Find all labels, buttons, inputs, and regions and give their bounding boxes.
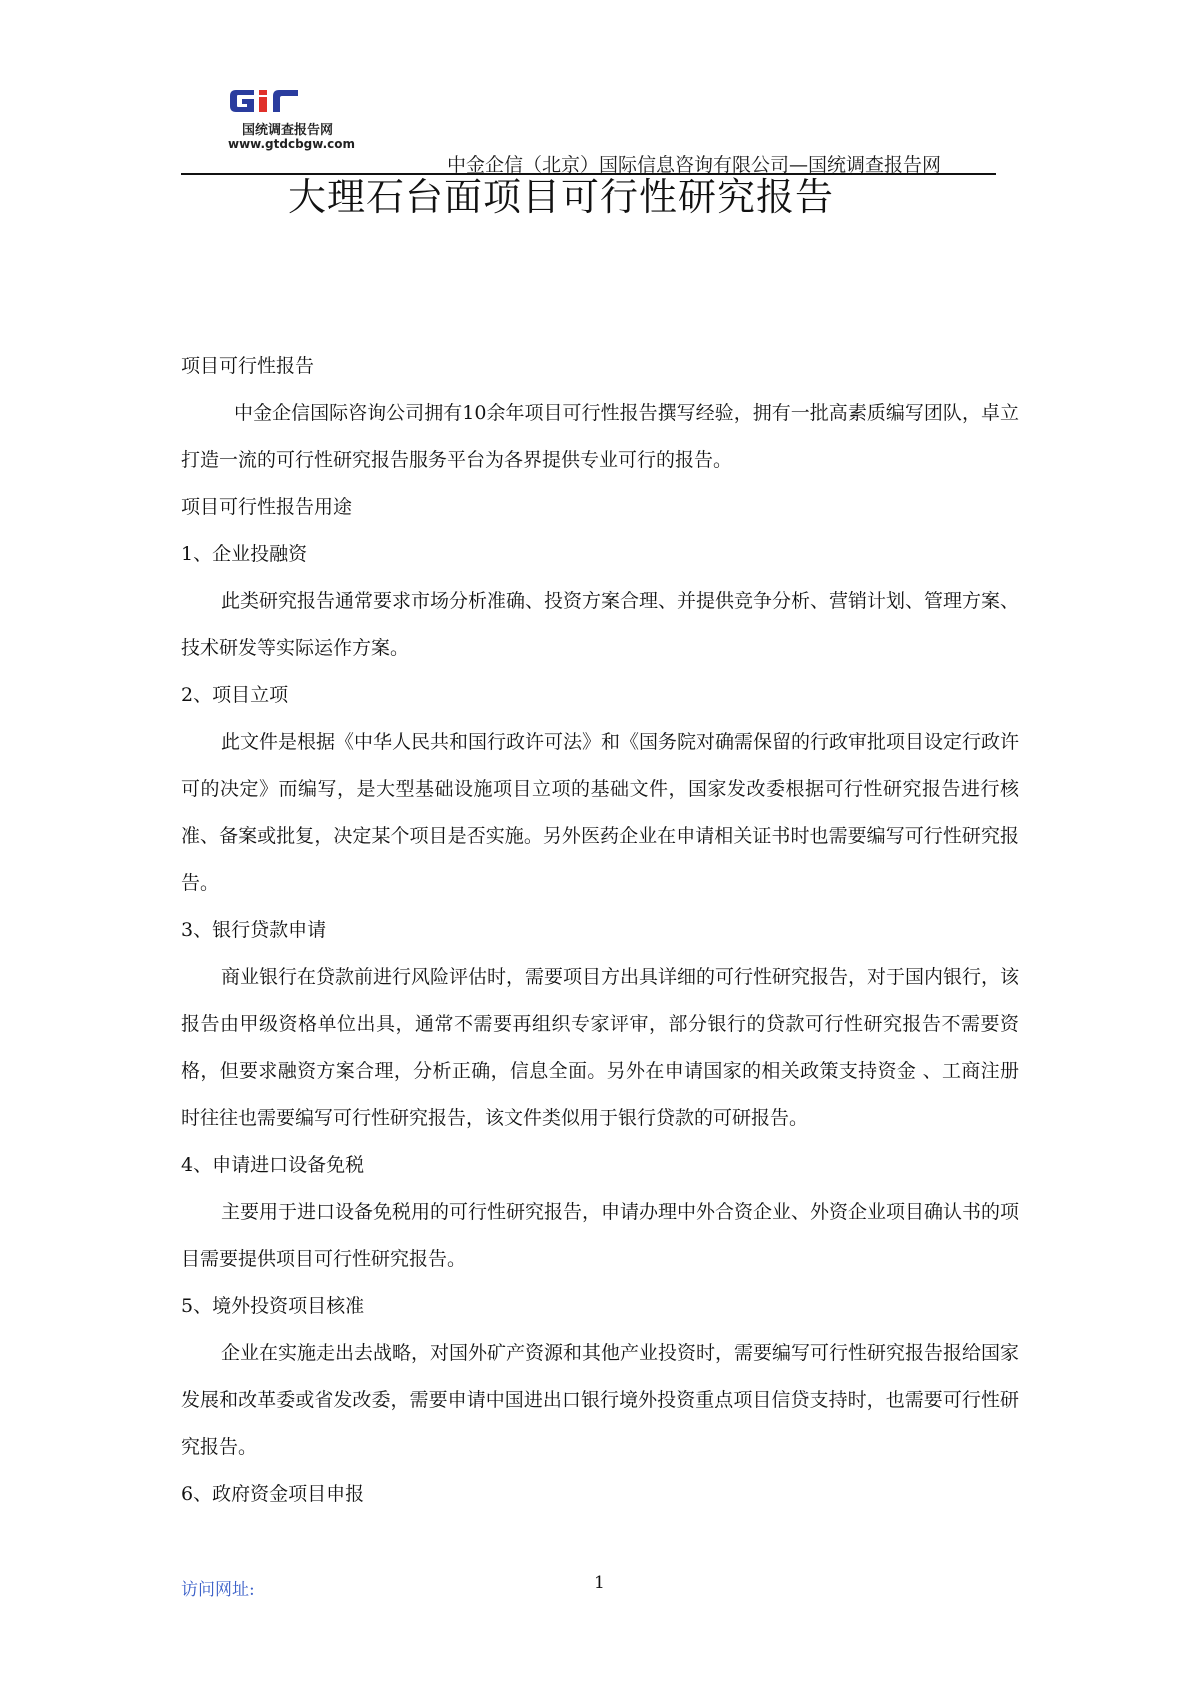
section-heading: 1、企业投融资 [181, 543, 308, 565]
body-paragraph: 主要用于进口设备免税用的可行性研究报告，申请办理中外合资企业、外资企业项目确认书的项目需要提供项目可行性研究报告。 [181, 1201, 1020, 1270]
document-title: 大理石台面项目可行性研究报告 [288, 175, 835, 219]
footer-website-link[interactable]: 访问网址: [181, 1580, 255, 1600]
header-company-name: 中金企信（北京）国际信息咨询有限公司—国统调查报告网 [447, 154, 942, 176]
section-heading: 项目可行性报告 [181, 355, 315, 377]
section-heading: 3、银行贷款申请 [181, 919, 327, 941]
section-heading: 5、境外投资项目核准 [181, 1295, 365, 1317]
section-heading: 2、项目立项 [181, 684, 289, 706]
body-paragraph: 此类研究报告通常要求市场分析准确、投资方案合理、并提供竞争分析、营销计划、管理方案、技术研发等实际运作方案。 [181, 590, 1020, 659]
body-paragraph: 此文件是根据《中华人民共和国行政许可法》和《国务院对确需保留的行政审批项目设定行政许可的决定》而编写，是大型基础设施项目立项的基础文件，国家发改委根据可行性研究报告进行核准、备案或批复，决定某个项目是否实施。另外医药企业在申请相关证书时也需要编写可行性研究报告。 [181, 731, 1020, 894]
section-heading: 6、政府资金项目申报 [181, 1483, 365, 1505]
gir-logo-mark [228, 84, 340, 118]
body-paragraph: 中金企信国际咨询公司拥有10余年项目可行性报告撰写经验，拥有一批高素质编写团队，卓立打造一流的可行性研究报告服务平台为各界提供专业可行的报告。 [181, 402, 1019, 471]
body-paragraph: 企业在实施走出去战略，对国外矿产资源和其他产业投资时，需要编写可行性研究报告报给国家发展和改革委或省发改委，需要申请中国进出口银行境外投资重点项目信贷支持时，也需要可行性研究报告。 [181, 1342, 1020, 1458]
logo-chinese-text: 国统调查报告网 [242, 123, 334, 138]
section-heading: 4、申请进口设备免税 [181, 1154, 365, 1176]
body-paragraph: 商业银行在贷款前进行风险评估时，需要项目方出具详细的可行性研究报告，对于国内银行，该报告由甲级资格单位出具，通常不需要再组织专家评审，部分银行的贷款可行性研究报告不需要资格，但要求融资方案合理，分析正确，信息全面。另外在申请国家的相关政策支持资金 、工商注册时往往也需要编写可行性研究报告，该文件类似用于银行贷款的可研报告。 [181, 966, 1020, 1129]
logo-url-text: www.gtdcbgw.com [228, 137, 355, 151]
page-number: 1 [594, 1573, 605, 1593]
document-body [181, 343, 1019, 1518]
section-heading: 项目可行性报告用途 [181, 496, 353, 518]
company-logo [228, 84, 378, 162]
